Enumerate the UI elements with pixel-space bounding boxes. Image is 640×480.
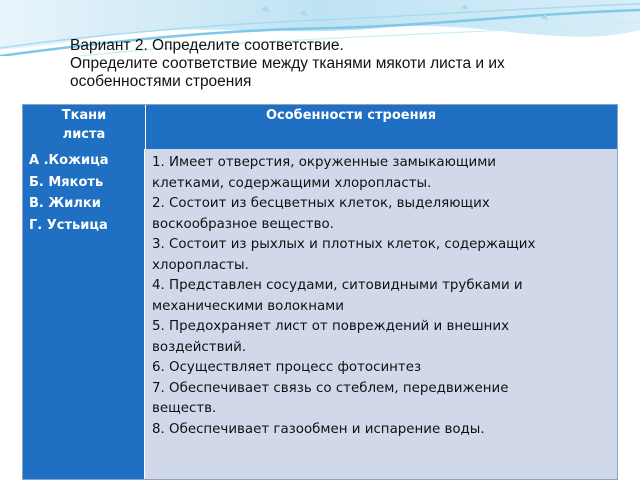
feature-line: 2. Состоит из бесцветных клеток, выделяющих [152,196,490,211]
matching-table [22,104,618,480]
feature-line: 5. Предохраняет лист от повреждений и внешних [152,319,509,334]
tissue-item: А .Кожица [29,153,109,168]
tissues-column [23,149,145,479]
tissue-item: Б. Мякоть [29,175,104,190]
features-column [145,149,617,479]
feature-line: 6. Осуществляет процесс фотосинтез [152,360,422,375]
feature-line: клетками, содержащими хлоропласты. [152,175,432,191]
feature-line: 8. Обеспечивает газообмен и испарение воды. [152,421,485,437]
header-features-label: Особенности строения [265,108,437,123]
feature-line: воскообразное вещество. [152,216,334,232]
table-header-row [23,105,617,149]
tissue-item: В. Жилки [29,196,101,211]
slide-heading [70,37,630,91]
header-cell-features [145,105,617,149]
header-cell-tissues [23,105,146,149]
feature-line: хлоропласты. [152,257,249,273]
feature-line: 7. Обеспечивает связь со стеблем, передвижение [152,380,509,396]
features-list [152,153,614,440]
feature-line: веществ. [152,401,217,416]
feature-line: 4. Представлен сосудами, ситовидными трубками и [152,278,523,293]
feature-line: 1. Имеет отверстия, окруженные замыкающими [152,155,497,170]
feature-line: воздействий. [152,339,247,355]
feature-line: 3. Состоит из рыхлых и плотных клеток, содержащих [152,237,536,252]
heading-line-3: особенностями строения [70,73,252,90]
heading-line-1: Вариант 2. Определите соответствие. [70,37,344,54]
feature-line: механическими волокнами [152,298,344,314]
heading-line-2: Определите соответствие между тканями мякоти листа и их [70,55,505,72]
header-tissues-line-1: Ткани [61,108,107,123]
header-tissues-line-2: листа [62,127,106,142]
tissue-item: Г. Устьица [29,218,108,233]
